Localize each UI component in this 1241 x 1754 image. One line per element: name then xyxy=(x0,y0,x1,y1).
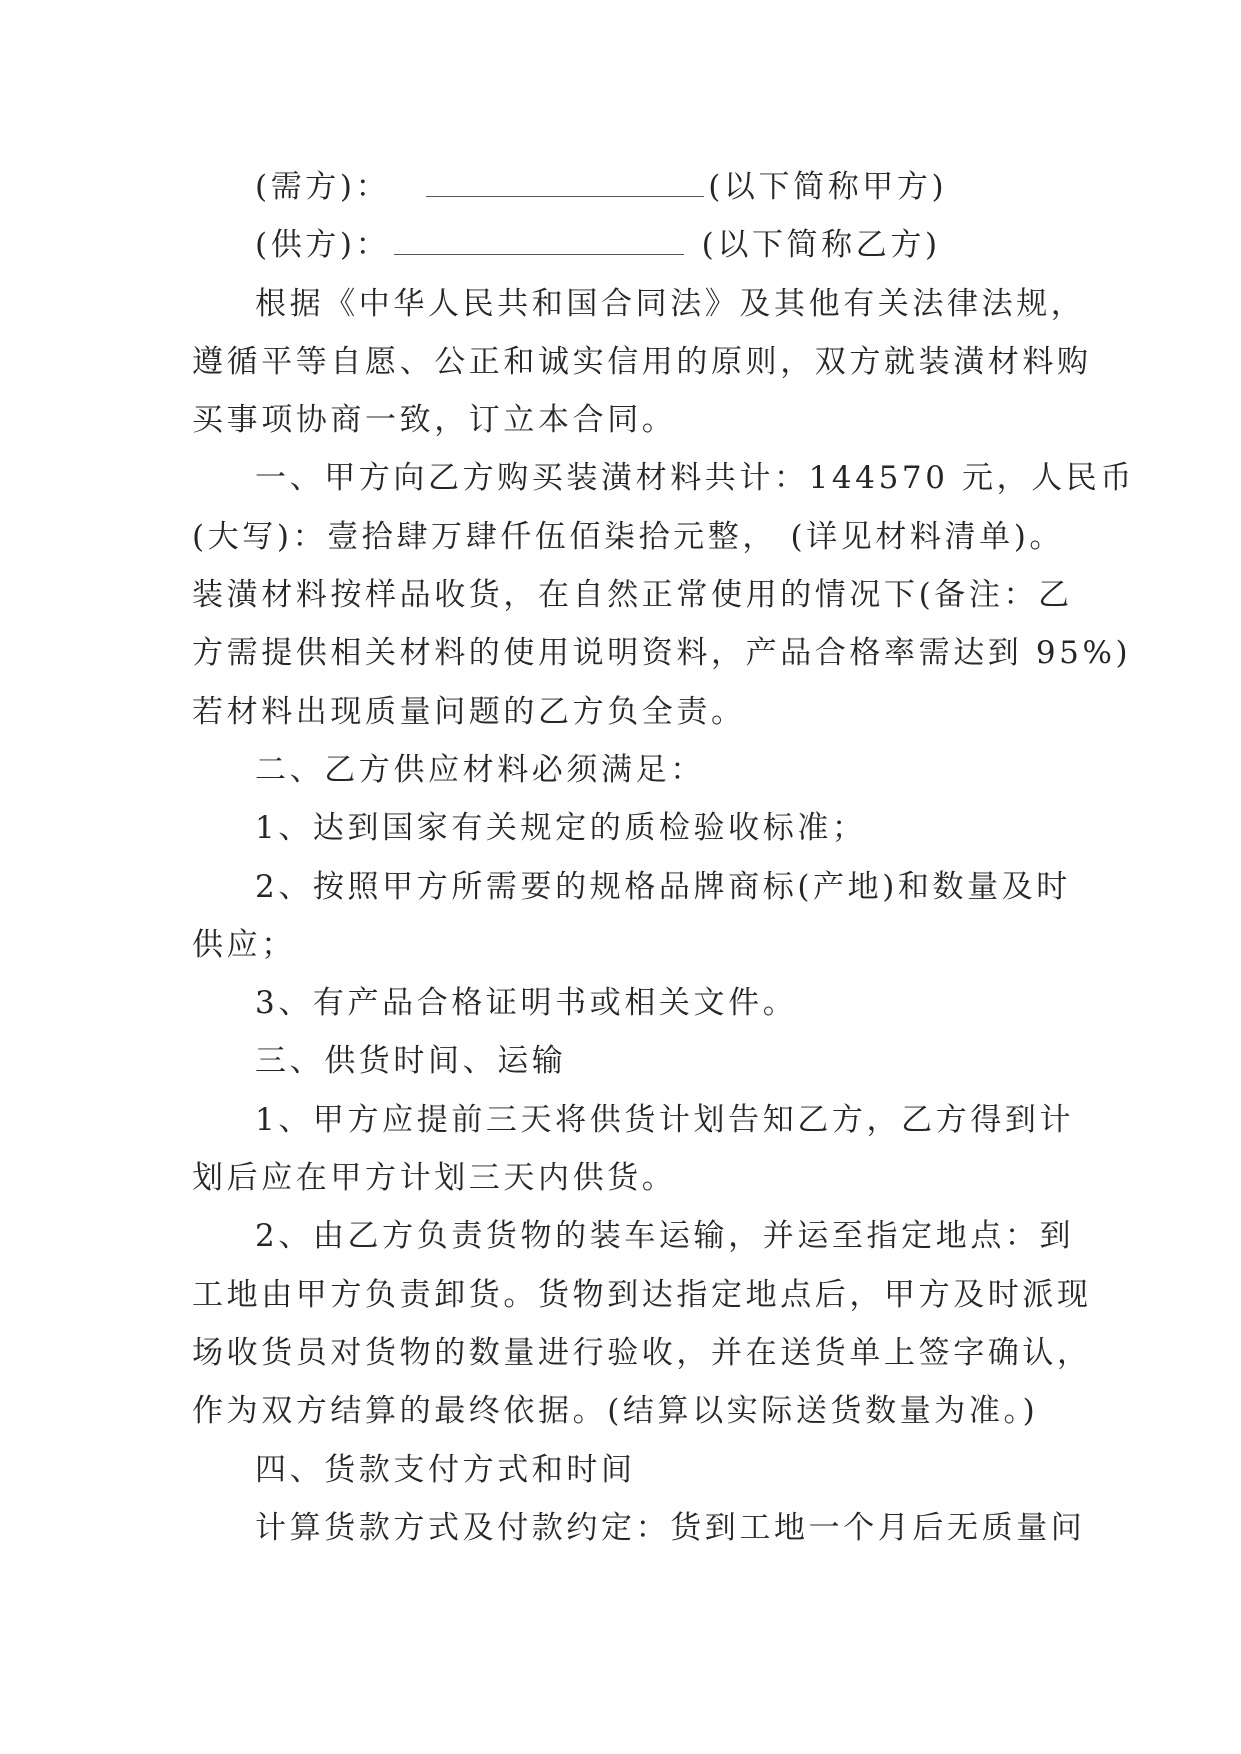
text-line: 2、由乙方负责货物的装车运输，并运至指定地点：到 xyxy=(255,1218,1075,1255)
text-line: (大写)：壹拾肆万肆仟伍佰柒拾元整， (详见材料清单)。 xyxy=(192,518,1065,555)
text-line: 划后应在甲方计划三天内供货。 xyxy=(192,1160,677,1197)
text-line: 3、有产品合格证明书或相关文件。 xyxy=(255,985,798,1022)
text-line: 根据《中华人民共和国合同法》及其他有关法律法规， xyxy=(255,285,1086,322)
text-line: 1、甲方应提前三天将供货计划告知乙方，乙方得到计 xyxy=(255,1101,1075,1138)
buyer-label: (需方)： xyxy=(255,169,391,205)
buyer-line xyxy=(192,158,1072,216)
text-line: 装潢材料按样品收货，在自然正常使用的情况下(备注：乙 xyxy=(192,577,1073,614)
text-line: 若材料出现质量问题的乙方负全责。 xyxy=(192,693,746,730)
section-heading: 二、乙方供应材料必须满足： xyxy=(255,751,705,788)
supplier-suffix: (以下简称乙方) xyxy=(688,227,941,264)
text-line: 方需提供相关材料的使用说明资料，产品合格率需达到 95%) xyxy=(192,635,1132,672)
text-line: 1、达到国家有关规定的质检验收标准； xyxy=(255,810,867,847)
supplier-label: (供方)： xyxy=(255,227,391,264)
buyer-name-blank xyxy=(426,166,704,197)
buyer-suffix: (以下简称甲方) xyxy=(708,169,948,205)
text-line: 一、甲方向乙方购买装潢材料共计：144570 元，人民币 xyxy=(255,460,1135,497)
section-heading: 三、供货时间、运输 xyxy=(255,1043,567,1080)
text-line: 2、按照甲方所需要的规格品牌商标(产地)和数量及时 xyxy=(255,868,1071,905)
contract-body xyxy=(192,158,1135,1557)
text-line: 计算货款方式及付款约定：货到工地一个月后无质量问 xyxy=(255,1509,1086,1546)
text-line: 供应； xyxy=(192,926,296,963)
section-heading: 四、货款支付方式和时间 xyxy=(255,1451,636,1488)
text-line: 工地由甲方负责卸货。货物到达指定地点后，甲方及时派现 xyxy=(192,1276,1092,1313)
text-line: 遵循平等自愿、公正和诚实信用的原则，双方就装潢材料购 xyxy=(192,343,1092,380)
text-line: 作为双方结算的最终依据。(结算以实际送货数量为准。) xyxy=(192,1393,1039,1430)
supplier-name-blank xyxy=(394,224,684,255)
text-line: 买事项协商一致，订立本合同。 xyxy=(192,402,677,439)
text-line: 场收货员对货物的数量进行验收，并在送货单上签字确认， xyxy=(192,1334,1092,1371)
supplier-line xyxy=(192,216,1072,274)
